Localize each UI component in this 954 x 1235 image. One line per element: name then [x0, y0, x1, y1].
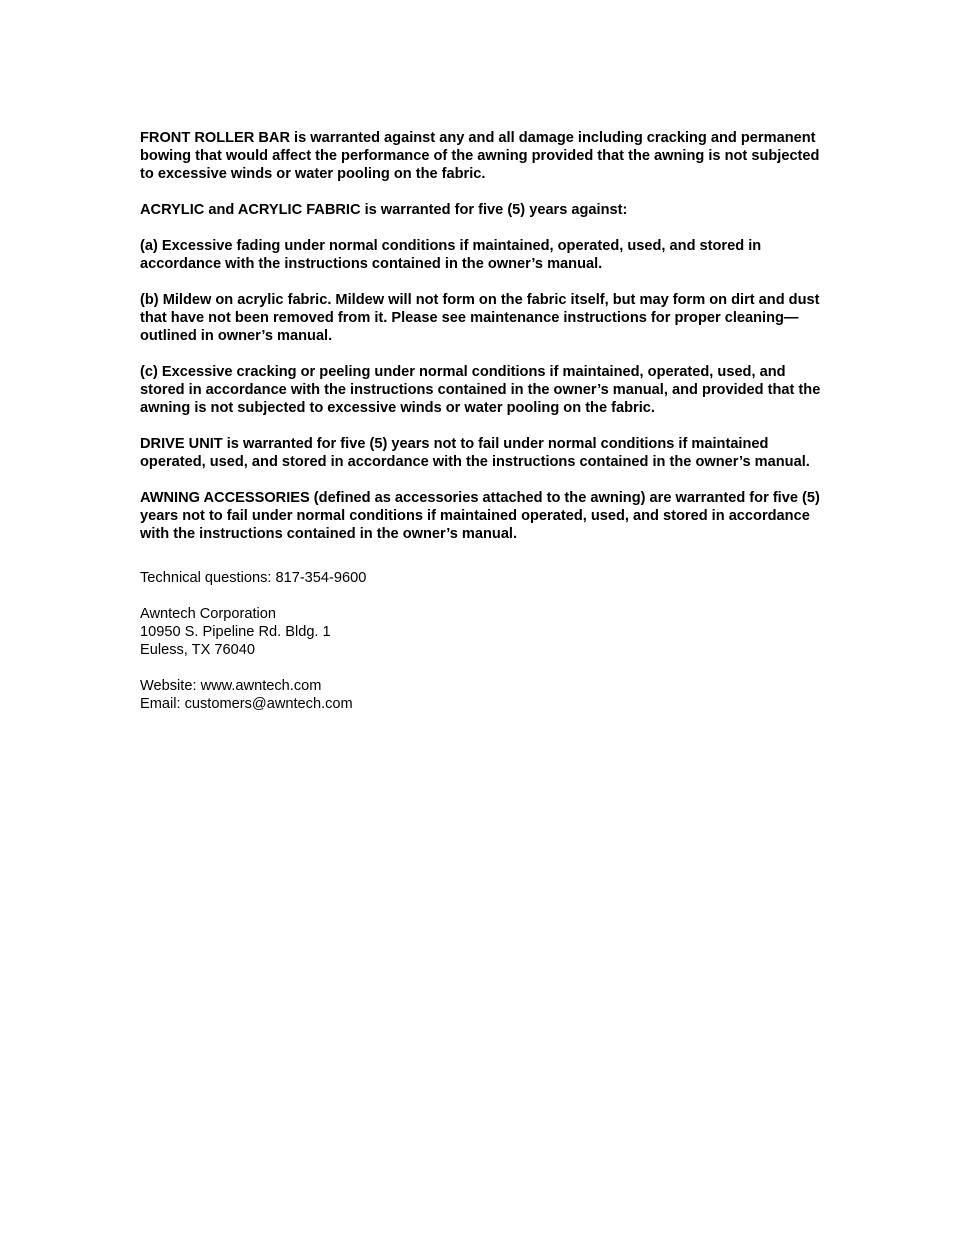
company-address-block: [140, 605, 830, 659]
warranty-acrylic-fabric: ACRYLIC and ACRYLIC FABRIC is warranted for five (5) years against:: [140, 202, 628, 218]
company-email: Email: customers@awntech.com: [140, 696, 353, 712]
technical-questions-block: [140, 569, 830, 587]
warranty-drive-unit: DRIVE UNIT is warranted for five (5) years not to fail under normal conditions if maintained operated, used, and stored in accordance with the instructions contained in the owner’s manual.: [140, 436, 810, 470]
company-city: Euless, TX 76040: [140, 642, 255, 658]
warranty-awning-accessories: AWNING ACCESSORIES (defined as accessories attached to the awning) are warranted for five (5) years not to fail under normal conditions if maintained operated, used, and stored in accordance with the instructions contained in the owner’s manual.: [140, 490, 820, 542]
company-name: Awntech Corporation: [140, 606, 277, 622]
warranty-item-b-mildew: (b) Mildew on acrylic fabric. Mildew will not form on the fabric itself, but may form on dirt and dust that have not been removed from it. Please see maintenance instructions for proper cleaning—outlined in owner’s manual.: [140, 292, 820, 344]
warranty-front-roller-bar: FRONT ROLLER BAR is warranted against any and all damage including cracking and permanent bowing that would affect the performance of the awning provided that the awning is not subjected to excessive winds or water pooling on the fabric.: [140, 130, 820, 182]
technical-questions-phone: Technical questions: 817-354-9600: [140, 570, 367, 586]
document-content: [140, 129, 830, 731]
company-street: 10950 S. Pipeline Rd. Bldg. 1: [140, 624, 331, 640]
company-website: Website: www.awntech.com: [140, 678, 322, 694]
warranty-item-c-cracking: (c) Excessive cracking or peeling under normal conditions if maintained, operated, used, and stored in accordance with the instructions contained in the owner’s manual, and provided that the awning is not subjected to excessive winds or water pooling on the fabric.: [140, 364, 821, 416]
contact-section: [140, 569, 830, 713]
warranty-item-a-fading: (a) Excessive fading under normal conditions if maintained, operated, used, and stored in accordance with the instructions contained in the owner’s manual.: [140, 238, 762, 272]
online-contact-block: [140, 677, 830, 713]
